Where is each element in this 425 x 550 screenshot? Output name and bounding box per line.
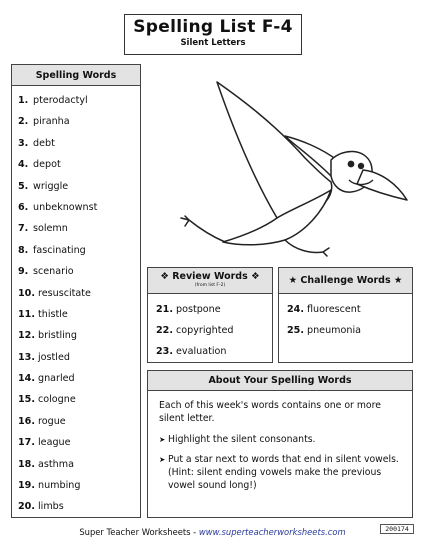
word-text: cologne <box>38 394 76 406</box>
word-number: 21. <box>156 304 173 315</box>
list-item <box>18 368 140 389</box>
word-text: limbs <box>38 501 64 513</box>
list-item <box>18 304 140 325</box>
arrow-bullet-icon: ➤ <box>159 455 166 464</box>
arrow-bullet-icon: ➤ <box>159 435 166 444</box>
list-item <box>18 496 140 517</box>
word-number: 13. <box>18 351 35 363</box>
word-text: wriggle <box>33 180 69 192</box>
about-words-panel <box>147 370 413 518</box>
word-text: resuscitate <box>38 287 91 299</box>
about-words-body <box>148 391 412 492</box>
eye-shape <box>348 161 355 168</box>
beak-shape <box>357 170 407 200</box>
word-number: 16. <box>18 415 35 427</box>
instruction-item <box>159 433 402 446</box>
footer-brand: Super Teacher Worksheets - <box>79 527 199 537</box>
about-intro: Each of this week's words contains one or more silent letter. <box>159 400 381 424</box>
list-item <box>156 320 272 341</box>
list-item <box>18 240 140 261</box>
review-words-list <box>148 294 272 362</box>
word-number: 22. <box>156 325 173 336</box>
list-item <box>18 432 140 453</box>
word-number: 11. <box>18 308 35 320</box>
word-text: fascinating <box>33 244 86 256</box>
word-text: jostled <box>38 351 70 363</box>
challenge-words-heading: ★ Challenge Words ★ <box>279 268 412 294</box>
footer <box>0 527 425 537</box>
list-item <box>18 176 140 197</box>
spelling-words-heading: Spelling Words <box>12 65 140 86</box>
word-text: pneumonia <box>307 325 361 336</box>
word-text: gnarled <box>38 373 75 385</box>
eye-shape <box>358 163 364 169</box>
challenge-words-list <box>279 294 412 341</box>
word-number: 3. <box>18 137 29 149</box>
word-number: 1. <box>18 95 29 106</box>
list-item <box>18 111 140 132</box>
word-number: 8. <box>18 244 29 256</box>
list-item <box>287 320 412 341</box>
word-number: 20. <box>18 501 35 513</box>
list-item <box>18 347 140 368</box>
word-number: 6. <box>18 201 29 213</box>
word-text: pterodactyl <box>33 95 88 106</box>
page-subtitle: Silent Letters <box>180 38 246 48</box>
word-text: depot <box>33 159 61 171</box>
foot-shape <box>285 240 329 256</box>
word-text: scenario <box>33 266 74 278</box>
page-title: Spelling List F-4 <box>133 17 293 37</box>
word-number: 10. <box>18 287 35 299</box>
word-number: 19. <box>18 480 35 492</box>
list-item <box>18 454 140 475</box>
word-text: debt <box>33 137 55 149</box>
word-number: 25. <box>287 325 304 336</box>
word-text: fluorescent <box>307 304 361 315</box>
word-number: 23. <box>156 346 173 357</box>
list-item <box>18 411 140 432</box>
word-text: copyrighted <box>176 325 234 336</box>
pterodactyl-illustration <box>145 60 415 260</box>
word-number: 4. <box>18 159 29 171</box>
word-number: 14. <box>18 373 35 385</box>
footer-link[interactable]: www.superteacherworksheets.com <box>198 527 346 537</box>
instruction-text: Highlight the silent consonants. <box>168 434 316 445</box>
list-item <box>18 197 140 218</box>
word-number: 24. <box>287 304 304 315</box>
word-number: 9. <box>18 266 29 278</box>
list-item <box>18 261 140 282</box>
word-text: piranha <box>33 116 70 128</box>
word-text: postpone <box>176 304 221 315</box>
worksheet-code: 200174 <box>380 524 414 534</box>
word-number: 7. <box>18 223 29 235</box>
list-item <box>18 154 140 175</box>
spelling-words-panel <box>11 64 141 518</box>
word-number: 12. <box>18 330 35 342</box>
word-text: unbeknownst <box>33 201 98 213</box>
word-text: league <box>38 437 71 449</box>
word-text: solemn <box>33 223 68 235</box>
review-words-note: (from list F-2) <box>194 283 226 288</box>
list-item <box>18 389 140 410</box>
list-item <box>156 341 272 362</box>
list-item <box>18 325 140 346</box>
word-number: 2. <box>18 116 29 128</box>
spelling-words-list <box>12 86 140 518</box>
list-item <box>18 90 140 111</box>
list-item <box>287 299 412 320</box>
list-item <box>18 133 140 154</box>
list-item <box>18 218 140 239</box>
word-number: 15. <box>18 394 35 406</box>
word-text: asthma <box>38 458 74 470</box>
title-box <box>124 14 302 55</box>
instruction-text: Put a star next to words that end in silent vowels. (Hint: silent ending vowels make the previous vowel sound long!) <box>168 454 399 491</box>
review-words-heading <box>148 268 272 294</box>
instruction-item <box>159 453 402 492</box>
word-text: evaluation <box>176 346 227 357</box>
about-words-heading: About Your Spelling Words <box>148 371 412 391</box>
challenge-words-panel <box>278 267 413 363</box>
leg-shape <box>181 216 225 242</box>
review-words-panel <box>147 267 273 363</box>
word-number: 5. <box>18 180 29 192</box>
review-words-title: ❖ Review Words ❖ <box>160 271 260 282</box>
list-item <box>18 475 140 496</box>
list-item <box>18 283 140 304</box>
word-text: numbing <box>38 480 81 492</box>
word-text: thistle <box>38 308 68 320</box>
word-text: bristling <box>38 330 77 342</box>
word-number: 17. <box>18 437 35 449</box>
word-number: 18. <box>18 458 35 470</box>
word-text: rogue <box>38 415 66 427</box>
list-item <box>156 299 272 320</box>
